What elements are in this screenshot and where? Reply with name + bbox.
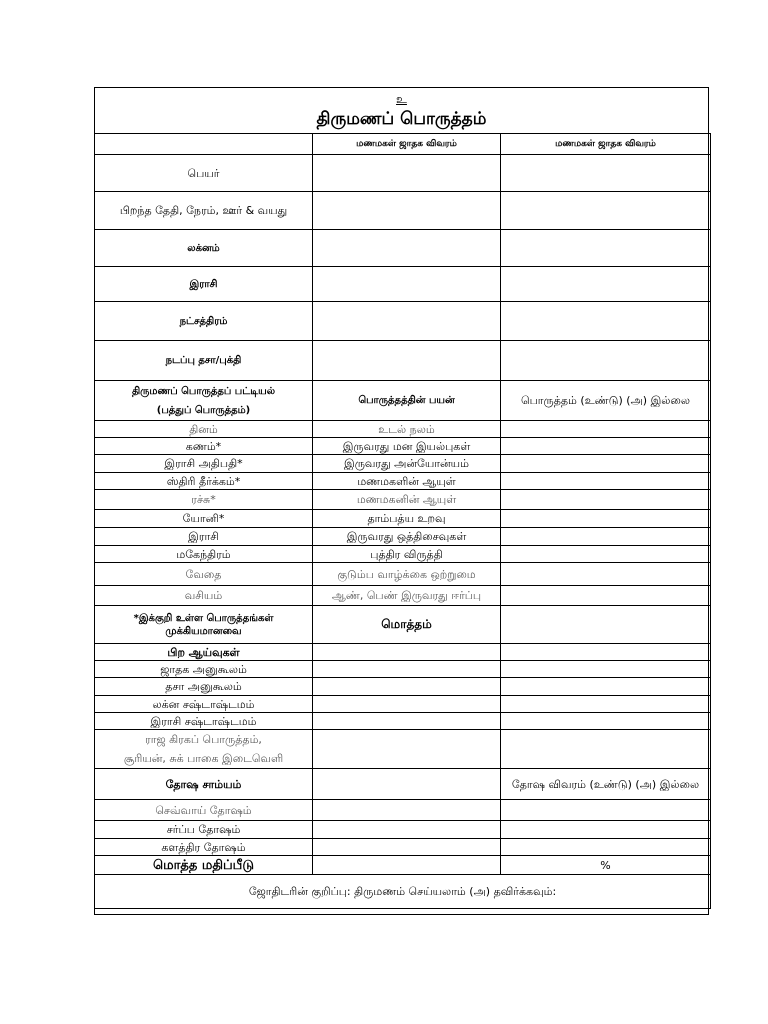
row-label-dasa: நடப்பு தசா/புக்தி xyxy=(95,341,313,381)
other-check-label: லக்ன சஷ்டாஷ்டமம் xyxy=(95,696,313,713)
dosham-item-cell[interactable] xyxy=(501,800,711,821)
other-checks-cell[interactable] xyxy=(501,644,711,661)
page-title: திருமணப் பொருத்தம் xyxy=(316,109,487,129)
table-row xyxy=(95,661,711,678)
matching-table xyxy=(94,133,711,909)
table-row xyxy=(95,678,711,696)
other-check-cell[interactable] xyxy=(313,696,501,713)
poruththam-list-header xyxy=(95,381,313,421)
poruththam-result-cell[interactable] xyxy=(501,438,711,455)
total-score-label: மொத்த மதிப்பீடு xyxy=(95,856,313,875)
poruththam-benefit: ஆண், பெண் இருவரது ஈர்ப்பு xyxy=(313,586,501,606)
row-label-birth: பிறந்த தேதி, நேரம், ஊர் & வயது xyxy=(95,192,313,230)
table-row xyxy=(95,155,711,192)
poruththam-benefit: குடும்ப வாழ்க்கை ஒற்றுமை xyxy=(313,563,501,586)
poruththam-benefit: இருவரது ஒத்திசைவுகள் xyxy=(313,528,501,546)
table-row xyxy=(95,510,711,528)
table-row xyxy=(95,455,711,473)
dosham-detail-header: தோஷ விவரம் (உண்டு) (அ) இல்லை xyxy=(501,769,711,800)
poruththam-result-cell[interactable] xyxy=(501,510,711,528)
raja-graha-label xyxy=(95,730,313,769)
total-score-cell[interactable] xyxy=(313,856,501,875)
table-row xyxy=(95,821,711,839)
dosham-title: தோஷ சாம்யம் xyxy=(95,769,313,800)
dosham-item-cell[interactable] xyxy=(313,800,501,821)
poruththam-result-cell[interactable] xyxy=(501,455,711,473)
other-check-label: ஜாதக அனுகூலம் xyxy=(95,661,313,678)
row-label-name: பெயர் xyxy=(95,155,313,192)
header-mark: உ xyxy=(396,92,407,106)
groom-natchathiram-cell[interactable] xyxy=(501,302,711,341)
table-row xyxy=(95,528,711,546)
dosham-item-cell[interactable] xyxy=(313,839,501,856)
astrologer-note-row xyxy=(95,875,711,909)
groom-name-cell[interactable] xyxy=(501,155,711,192)
table-row xyxy=(95,730,711,769)
raja-graha-cell[interactable] xyxy=(313,730,501,769)
table-row xyxy=(95,800,711,821)
groom-birth-cell[interactable] xyxy=(501,192,711,230)
table-row xyxy=(95,473,711,490)
marriage-matching-form xyxy=(94,87,709,915)
other-check-cell[interactable] xyxy=(501,678,711,696)
poruththam-result-cell[interactable] xyxy=(501,528,711,546)
poruththam-name: யோனி* xyxy=(95,510,313,528)
important-note-line2: முக்கியமானவை xyxy=(165,625,242,637)
total-row xyxy=(95,606,711,644)
table-row xyxy=(95,696,711,713)
bride-dasa-cell[interactable] xyxy=(313,341,501,381)
bride-lagnam-cell[interactable] xyxy=(313,230,501,267)
poruththam-list-title: திருமணப் பொருத்தப் பட்டியல் xyxy=(131,385,276,397)
dosham-item: செவ்வாய் தோஷம் xyxy=(95,800,313,821)
dosham-cell[interactable] xyxy=(313,769,501,800)
groom-details-header: மணமகள் ஜாதக விவரம் xyxy=(501,134,711,155)
other-check-cell[interactable] xyxy=(501,696,711,713)
raja-graha-line1: ராஜ கிரகப் பொருத்தம், xyxy=(145,733,262,746)
poruththam-result-cell[interactable] xyxy=(501,563,711,586)
table-row xyxy=(95,586,711,606)
dosham-item-cell[interactable] xyxy=(501,839,711,856)
poruththam-name: ரச்சு* xyxy=(95,490,313,510)
poruththam-benefit: மணமகனின் ஆயுள் xyxy=(313,490,501,510)
raja-graha-cell[interactable] xyxy=(501,730,711,769)
other-checks-cell[interactable] xyxy=(313,644,501,661)
other-check-cell[interactable] xyxy=(501,713,711,730)
table-row xyxy=(95,192,711,230)
groom-dasa-cell[interactable] xyxy=(501,341,711,381)
poruththam-name: வேதை xyxy=(95,563,313,586)
other-check-cell[interactable] xyxy=(501,661,711,678)
dosham-item: சர்ப்ப தோஷம் xyxy=(95,821,313,839)
table-row xyxy=(95,421,711,438)
table-header-row xyxy=(95,134,711,155)
header-blank-cell xyxy=(95,134,313,155)
total-label: மொத்தம் xyxy=(313,606,501,644)
poruththam-header-row xyxy=(95,381,711,421)
result-header: பொருத்தம் (உண்டு) (அ) இல்லை xyxy=(501,381,711,421)
table-row xyxy=(95,713,711,730)
table-row xyxy=(95,546,711,563)
other-check-label: தசா அனுகூலம் xyxy=(95,678,313,696)
other-check-label: இராசி சஷ்டாஷ்டமம் xyxy=(95,713,313,730)
poruththam-result-cell[interactable] xyxy=(501,546,711,563)
poruththam-list-subtitle: (பத்துப் பொருத்தம்) xyxy=(156,404,251,416)
poruththam-result-cell[interactable] xyxy=(501,490,711,510)
other-check-cell[interactable] xyxy=(313,678,501,696)
dosham-item-cell[interactable] xyxy=(313,821,501,839)
poruththam-result-cell[interactable] xyxy=(501,586,711,606)
table-row xyxy=(95,230,711,267)
poruththam-name: கணம்* xyxy=(95,438,313,455)
dosham-header-row xyxy=(95,769,711,800)
bride-rasi-cell[interactable] xyxy=(313,267,501,302)
poruththam-name: வசியம் xyxy=(95,586,313,606)
bride-name-cell[interactable] xyxy=(313,155,501,192)
groom-rasi-cell[interactable] xyxy=(501,267,711,302)
other-checks-title: பிற ஆய்வுகள் xyxy=(95,644,313,661)
bride-birth-cell[interactable] xyxy=(313,192,501,230)
table-row xyxy=(95,490,711,510)
poruththam-result-cell[interactable] xyxy=(501,421,711,438)
table-row xyxy=(95,341,711,381)
row-label-natchathiram: நட்சத்திரம் xyxy=(95,302,313,341)
table-row xyxy=(95,563,711,586)
poruththam-result-cell[interactable] xyxy=(501,473,711,490)
other-check-cell[interactable] xyxy=(313,713,501,730)
table-row xyxy=(95,644,711,661)
raja-graha-line2: சூரியன், சுக் பாகை இடைவெளி xyxy=(123,752,284,765)
total-score-row xyxy=(95,856,711,875)
poruththam-name: தினம் xyxy=(95,421,313,438)
table-row xyxy=(95,438,711,455)
poruththam-name: மகேந்திரம் xyxy=(95,546,313,563)
poruththam-benefit: உடல் நலம் xyxy=(313,421,501,438)
total-result-cell[interactable] xyxy=(501,606,711,644)
groom-lagnam-cell[interactable] xyxy=(501,230,711,267)
dosham-item: களத்திர தோஷம் xyxy=(95,839,313,856)
other-check-cell[interactable] xyxy=(313,661,501,678)
important-note xyxy=(95,606,313,644)
poruththam-name: இராசி அதிபதி* xyxy=(95,455,313,473)
table-row xyxy=(95,839,711,856)
benefit-header: பொருத்தத்தின் பயன் xyxy=(313,381,501,421)
bride-natchathiram-cell[interactable] xyxy=(313,302,501,341)
table-row xyxy=(95,267,711,302)
row-label-lagnam: லக்னம் xyxy=(95,230,313,267)
poruththam-benefit: இருவரது அன்யோன்யம் xyxy=(313,455,501,473)
row-label-rasi: இராசி xyxy=(95,267,313,302)
astrologer-note[interactable]: ஜோதிடரின் குறிப்பு: திருமணம் செய்யலாம் (அ) தவிர்க்கவும்: xyxy=(95,875,711,909)
dosham-item-cell[interactable] xyxy=(501,821,711,839)
table-row xyxy=(95,302,711,341)
poruththam-benefit: தாம்பத்ய உறவு xyxy=(313,510,501,528)
percent-sign: % xyxy=(501,856,711,875)
poruththam-benefit: மணமகளின் ஆயுள் xyxy=(313,473,501,490)
poruththam-benefit: இருவரது மன இயல்புகள் xyxy=(313,438,501,455)
poruththam-name: ஸ்திரி தீர்க்கம்* xyxy=(95,473,313,490)
poruththam-name: இராசி xyxy=(95,528,313,546)
poruththam-benefit: புத்திர விருத்தி xyxy=(313,546,501,563)
important-note-line1: *இக்குறி உள்ள பொருத்தங்கள் xyxy=(133,612,274,624)
bride-details-header: மணமகள் ஜாதக விவரம் xyxy=(313,134,501,155)
